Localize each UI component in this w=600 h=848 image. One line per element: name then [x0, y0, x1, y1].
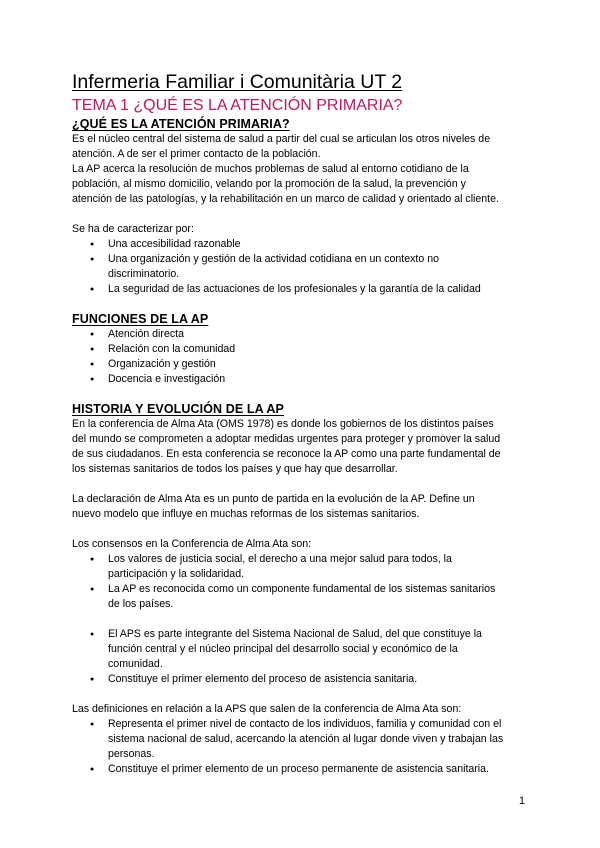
list-item: ● La seguridad de las actuaciones de los profesionales y la garantía de la calidad — [108, 282, 532, 297]
section-heading-que-es-ap: ¿QUÉ ES LA ATENCIÓN PRIMARIA? — [72, 117, 290, 131]
paragraph-line: de sus ciudadanos. En esta conferencia se reconoce la AP como una parte fundamental de — [72, 448, 501, 460]
list-item: ● Relación con la comunidad — [108, 342, 532, 357]
characteristics-list — [72, 237, 532, 297]
document-title: Infermeria Familiar i Comunitària UT 2 — [72, 71, 403, 93]
section-heading-historia: HISTORIA Y EVOLUCIÓN DE LA AP — [72, 402, 284, 416]
list-intro: Las definiciones en relación a la APS que salen de la conferencia de Alma Ata son: — [72, 703, 462, 715]
list-item: ● Una accesibilidad razonable — [108, 237, 532, 252]
list-item: ● Organización y gestión — [108, 357, 532, 372]
funciones-list — [72, 327, 532, 387]
list-intro: Los consensos en la Conferencia de Alma Ata son: — [72, 538, 312, 550]
list-item: ● Los valores de justicia social, el derecho a una mejor salud para todos, la participación y la solidaridad. — [108, 552, 532, 582]
definiciones-list — [72, 717, 532, 777]
paragraph-line: Es el núcleo central del sistema de salud a partir del cual se articulan los otros niveles de — [72, 133, 491, 145]
list-item: ● Constituye el primer elemento de un proceso permanente de asistencia sanitaria. — [108, 762, 532, 777]
section-heading-funciones: FUNCIONES DE LA AP — [72, 312, 209, 326]
tema-heading: TEMA 1 ¿QUÉ ES LA ATENCIÓN PRIMARIA? — [72, 97, 403, 114]
list-item: ● Docencia e investigación — [108, 372, 532, 387]
list-item: ● La AP es reconocida como un componente fundamental de los sistemas sanitarios de los países. — [108, 582, 532, 612]
list-item: ● Constituye el primer elemento del proceso de asistencia sanitaria. — [108, 672, 532, 687]
list-item: ● Atención directa — [108, 327, 532, 342]
list-item: ● Una organización y gestión de la actividad cotidiana en un contexto no discriminatorio. — [108, 252, 532, 282]
list-item: ● El APS es parte integrante del Sistema Nacional de Salud, del que constituye la función central y el núcleo principal del desarrollo social y económico de la comunidad. — [108, 627, 532, 672]
paragraph-line: atención de las patologías, y la rehabilitación en un marco de calidad y orientado al cliente. — [72, 193, 499, 205]
paragraph-line: los sistemas sanitarios de todos los países y que hay que desarrollar. — [72, 463, 398, 475]
paragraph-line: La declaración de Alma Ata es un punto de partida en la evolución de la AP. Define un — [72, 493, 475, 505]
list-item: ● Representa el primer nivel de contacto de los individuos, familia y comunidad con el sistema nacional de salud, acercando la atención al lugar donde viven y trabajan las personas. — [108, 717, 532, 762]
list-intro: Se ha de caracterizar por: — [72, 223, 194, 235]
paragraph-line: población, al mismo domicilio, velando por la promoción de la salud, la prevención y — [72, 178, 466, 190]
paragraph-line: nuevo modelo que influye en muchas reformas de los sistemas sanitarios. — [72, 508, 420, 520]
document-page — [72, 70, 532, 777]
list-spacer — [108, 612, 532, 627]
page-number: 1 — [519, 795, 525, 807]
paragraph-line: atención. A de ser el primer contacto de la población. — [72, 148, 321, 160]
consensos-list — [72, 552, 532, 687]
paragraph-line: del mundo se comprometen a adoptar medidas urgentes para proteger y promover la salud — [72, 433, 501, 445]
paragraph-line: La AP acerca la resolución de muchos problemas de salud al entorno cotidiano de la — [72, 163, 469, 175]
paragraph-line: En la conferencia de Alma Ata (OMS 1978) es donde los gobiernos de los distintos países — [72, 418, 494, 430]
